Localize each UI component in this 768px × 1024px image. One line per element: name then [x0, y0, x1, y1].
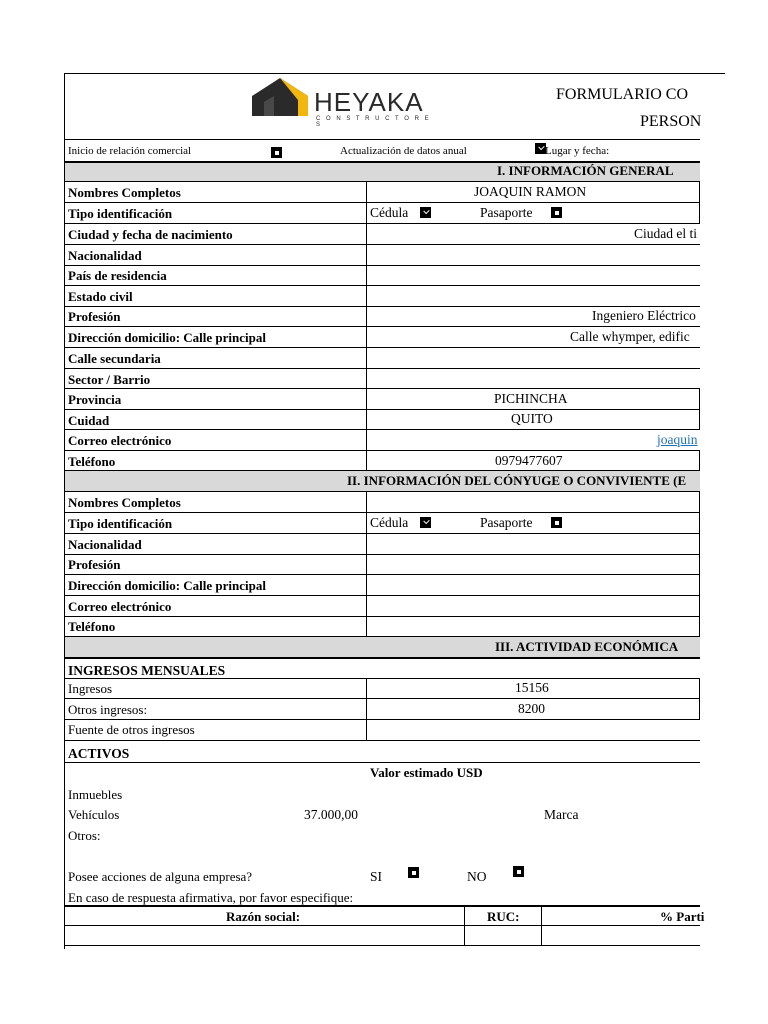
divider [699, 388, 700, 429]
divider [64, 429, 700, 430]
divider [64, 554, 700, 555]
conyuge-pasaporte-label: Pasaporte [480, 515, 533, 530]
form-title-line1: FORMULARIO CO [556, 86, 689, 103]
divider [64, 616, 700, 617]
divider [64, 450, 700, 451]
section-actividad-header: III. ACTIVIDAD ECONÓMICA [65, 637, 700, 657]
divider [699, 491, 700, 636]
divider [64, 181, 700, 182]
divider [64, 740, 700, 741]
marca-label: Marca [544, 807, 579, 822]
direccion-label: Dirección domicilio: Calle principal [68, 330, 266, 345]
estado-civil-label: Estado civil [68, 289, 133, 304]
divider [64, 161, 700, 163]
conyuge-nombres-label: Nombres Completos [68, 495, 181, 510]
conyuge-correo-label: Correo electrónico [68, 599, 172, 614]
tipo-id-label: Tipo identificación [68, 206, 173, 221]
direccion-value[interactable]: Calle whymper, edific [570, 329, 690, 344]
divider [64, 698, 700, 699]
divider [64, 762, 700, 763]
nombres-value[interactable]: JOAQUIN RAMON [474, 184, 587, 199]
divider [64, 388, 700, 389]
valor-header: Valor estimado USD [370, 765, 483, 780]
divider [699, 181, 700, 223]
section-conyuge-header: II. INFORMACIÓN DEL CÓNYUGE O CONVIVIENTE (E [65, 471, 700, 491]
divider [64, 139, 700, 140]
lugar-label: Lugar y fecha: [545, 145, 610, 157]
conyuge-direccion-label: Dirección domicilio: Calle principal [68, 578, 266, 593]
conyuge-nacionalidad-label: Nacionalidad [68, 537, 142, 552]
actualizacion-label: Actualización de datos anual [340, 145, 467, 157]
vehiculos-value[interactable]: 37.000,00 [304, 807, 358, 822]
house-logo-icon [250, 76, 312, 118]
col-ruc: RUC: [487, 909, 520, 924]
telefono-value[interactable]: 0979477607 [495, 453, 563, 468]
logo-subtitle: C O N S T R U C T O R E S [316, 116, 431, 128]
conyuge-tipo-label: Tipo identificación [68, 516, 173, 531]
divider [64, 368, 700, 369]
pasaporte-label: Pasaporte [480, 205, 533, 220]
divider [64, 347, 700, 348]
ingresos-value[interactable]: 15156 [515, 680, 549, 695]
divider [64, 925, 700, 926]
divider [699, 678, 700, 720]
sector-label: Sector / Barrio [68, 372, 151, 387]
conyuge-profesion-label: Profesión [68, 557, 121, 572]
ciudad-label: Cuidad [68, 413, 110, 428]
conyuge-telefono-label: Teléfono [68, 619, 116, 634]
vehiculos-label: Vehículos [68, 807, 120, 822]
acciones-question: Posee acciones de alguna empresa? [68, 869, 253, 884]
profesion-value[interactable]: Ingeniero Eléctrico [592, 308, 696, 323]
pais-label: País de residencia [68, 268, 167, 283]
si-checkbox[interactable] [408, 867, 419, 878]
ciudad-value[interactable]: QUITO [511, 411, 553, 426]
no-label: NO [467, 869, 487, 884]
fuente-label: Fuente de otros ingresos [68, 722, 195, 737]
otros-ingresos-label: Otros ingresos: [68, 702, 148, 717]
divider [64, 945, 700, 946]
divider [366, 181, 367, 470]
ingresos-header: INGRESOS MENSUALES [68, 663, 226, 678]
no-checkbox[interactable] [513, 866, 524, 877]
divider [64, 244, 700, 245]
cedula-label: Cédula [370, 205, 409, 220]
divider [64, 491, 700, 492]
otros-activos-label: Otros: [68, 828, 101, 843]
conyuge-pasaporte-checkbox[interactable] [551, 517, 562, 528]
divider [64, 285, 700, 286]
nacionalidad-label: Nacionalidad [68, 248, 142, 263]
divider [699, 450, 700, 470]
divider [64, 223, 700, 224]
provincia-label: Provincia [68, 392, 122, 407]
inmuebles-label: Inmuebles [68, 787, 123, 802]
correo-link[interactable]: joaquin [657, 432, 698, 447]
divider [541, 905, 542, 946]
divider [366, 678, 367, 740]
logo-wordmark: HEYAKA [314, 87, 424, 117]
divider [64, 678, 700, 679]
especifique-text: En caso de respuesta afirmativa, por favor especifique: [68, 890, 354, 905]
ciudad-nacimiento-value[interactable]: Ciudad el ti [634, 226, 697, 241]
activos-header: ACTIVOS [68, 746, 130, 761]
divider [64, 533, 700, 534]
divider [64, 409, 700, 410]
inicio-checkbox[interactable] [271, 147, 282, 158]
divider [464, 905, 465, 946]
divider [366, 491, 367, 636]
si-label: SI [370, 869, 383, 884]
cedula-checkbox[interactable] [420, 207, 431, 218]
conyuge-cedula-checkbox[interactable] [420, 517, 431, 528]
correo-label: Correo electrónico [68, 433, 172, 448]
ciudad-nacimiento-label: Ciudad y fecha de nacimiento [68, 227, 233, 242]
profesion-label: Profesión [68, 309, 121, 324]
divider [64, 574, 700, 575]
divider [64, 905, 700, 907]
inicio-label: Inicio de relación comercial [68, 145, 192, 157]
section-general-header: I. INFORMACIÓN GENERAL [65, 162, 700, 181]
company-logo [250, 76, 440, 126]
calle-secundaria-label: Calle secundaria [68, 351, 161, 366]
divider [64, 657, 700, 659]
otros-ingresos-value[interactable]: 8200 [518, 701, 545, 716]
pasaporte-checkbox[interactable] [551, 207, 562, 218]
nombres-label: Nombres Completos [68, 185, 181, 200]
conyuge-cedula-label: Cédula [370, 515, 409, 530]
col-razon-social: Razón social: [226, 909, 301, 924]
form-title-line2: PERSON [640, 113, 702, 130]
ingresos-label: Ingresos [68, 681, 113, 696]
telefono-label: Teléfono [68, 454, 116, 469]
col-participacion: % Parti [660, 909, 705, 924]
divider [64, 595, 700, 596]
provincia-value[interactable]: PICHINCHA [494, 391, 568, 406]
